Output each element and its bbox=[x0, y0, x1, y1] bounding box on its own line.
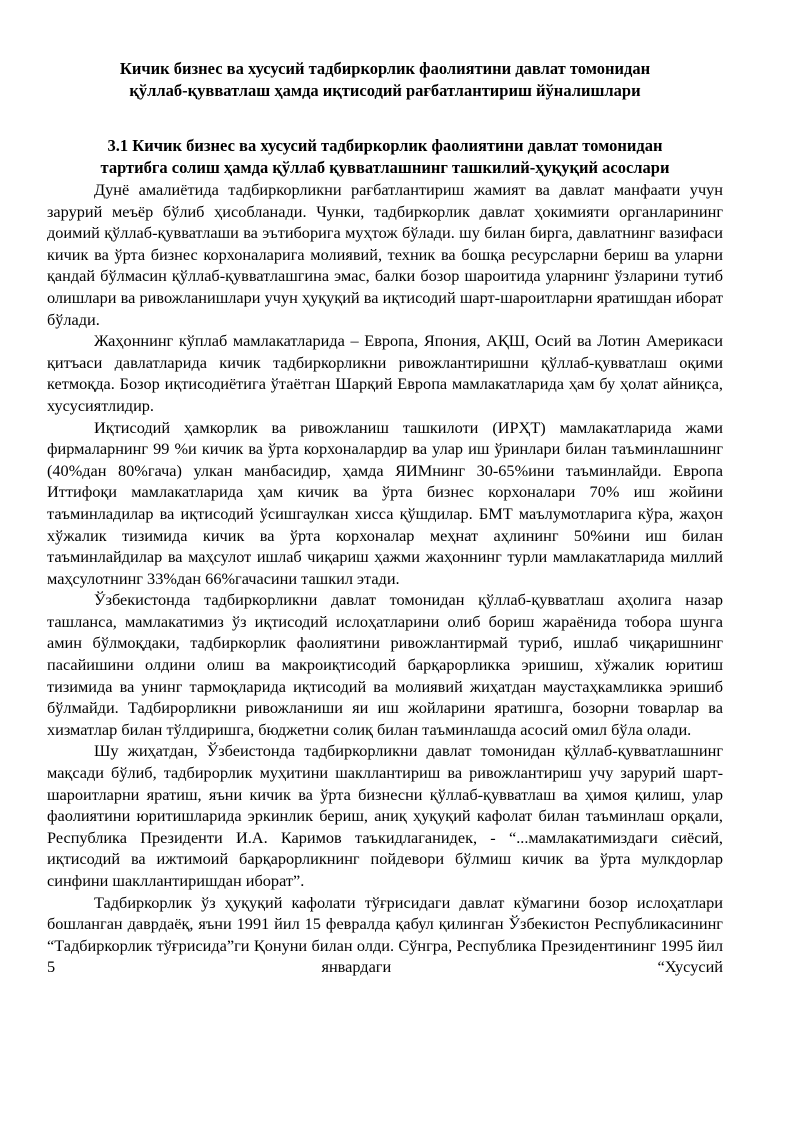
section-title-line-1: 3.1 Кичик бизнес ва хусусий тадбиркорлик фаолиятини давлат томонидан bbox=[107, 136, 663, 155]
main-title-line-2: қўллаб-қувватлаш ҳамда иқтисодий рағбатлантириш йўналишлари bbox=[129, 81, 641, 100]
paragraph-2: Жаҳоннинг кўплаб мамлакатларида – Европа, Япония, АҚШ, Осий ва Лотин Америкаси қитъаси давлатларида кичик тадбиркорликни ривожлантиришни қўллаб-қувватлаш оқими кетмоқда. Бозор иқтисодиётига ўтаётган Шарқий Европа мамлакатларида ҳам бу ҳолат айниқса, хусусиятлидир. bbox=[47, 331, 723, 415]
document-page bbox=[47, 58, 723, 978]
section-title-line-2: тартибга солиш ҳамда қўллаб қувватлашнинг ташкилий-ҳуқуқий асослари bbox=[100, 158, 670, 177]
paragraph-6: Тадбиркорлик ўз ҳуқуқий кафолати тўғрисидаги давлат кўмагини бозор ислоҳатлари бошланган даврдаёқ, яъни 1991 йил 15 февралда қабул қилинган Ўзбекистон Республикасининг “Тадбиркорлик тўғрисида”ги Қонуни билан олди. Сўнгра, Республика Президентининг 1995 йил 5 январдаги “Хусусий bbox=[47, 892, 723, 977]
paragraph-1: Дунё амалиётида тадбиркорликни рағбатлантириш жамият ва давлат манфаати учун зарурий меъёр бўлиб ҳисобланади. Чунки, тадбиркорлик давлат ҳокимияти органларининг доимий қўллаб-қувватлаши ва эътиборига муҳтож бўлади. шу билан бирга, давлатнинг вазифаси кичик ва ўрта бизнес корхоналарига молиявий, техник ва бошқа ресурсларни бериш ва уларни қандай бўлмасин қўллаб-қувватлашгина эмас, балки бозор шароитида уларнинг ўзларини тутиб олишлари ва ривожланишлари учун ҳуқуқий ва иқтисодий шарт-шароитларни яратишдан иборат бўлади. bbox=[47, 180, 723, 329]
section-title bbox=[47, 135, 723, 179]
paragraph-3: Иқтисодий ҳамкорлик ва ривожланиш ташкилоти (ИРҲТ) мамлакатларида жами фирмаларнинг 99 %и кичик ва ўрта корхоналардир ва улар иш ўринлари билан таъминлашнинг (40%дан 80%гача) улкан манбасидир, ҳамда ЯИМнинг 30-65%ини таъминлайди. Европа Иттифоқи мамлакатларида ҳам кичик ва ўрта бизнес корхонaлари 70% иш жойини таъминладилар ва иқтисодий ўсишгаулкан хисса қўшдилар. БМТ маълумотларига кўра, жаҳон хўжалик тизимида кичик ва ўрта корхоналар меҳнат аҳлининг 50%ини иш билан таъминлайдилар ва маҳсулот ишлаб чиқариш ҳажми жаҳоннинг турли мамлакатларида миллий маҳсулотнинг 33%дан 66%гачасини ташкил этади. bbox=[47, 417, 723, 588]
main-title bbox=[47, 58, 723, 102]
main-title-line-1: Кичик бизнес ва хусусий тадбиркорлик фаолиятини давлат томонидан bbox=[119, 59, 651, 78]
paragraph-4: Ўзбекистонда тадбиркорликни давлат томонидан қўллаб-қувватлаш аҳолига назар ташланса, мамлакатимиз ўз иқтисодий ислоҳатларини олиб бориш жараёнида тобора шунга амин бўлмоқдаки, тадбиркорлик фаолиятини ривожлантирмай туриб, ишлаб чиқаришнинг пасайишини олдини олиш ва макроиқтисодий барқарорликка эришиш, хўжалик юритиш тизимида ва унинг тармоқларида иқтисодий ва молиявий жиҳатдан маустаҳкамликка эришиб бўлмайди. Тадбирорликни ривожланиши яи иш жойларини яратишга, бозорни товарлар ва хизматлар билан тўлдиришга, бюджетни солиқ билан таъминлашда асосий омил бўла олади. bbox=[47, 590, 723, 739]
paragraph-5: Шу жиҳатдан, Ўзбеистонда тадбиркорликни давлат томонидан қўллаб-қувватлашнинг мақсади бўлиб, тадбирорлик муҳитини шакллантириш ва ривожлантириш учу зарурий шарт-шароитларни яратиш, яъни кичик ва ўрта бизнесни қўллаб-қувватлаш ва ҳимоя қилиш, улар фаолиятини юритишларида эркинлик бериш, аниқ ҳуқуқий кафолат билан таъминлаш орқали, Республика Президенти И.А. Каримов таъкидлаганидек, - “...мамлакатимиздаги сиёсий, иқтисодий ва ижтимоий барқарорликнинг пойдевори бўлмиш кичик ва ўрта мулкдорлар синфини шакллантиришдан иборат”. bbox=[47, 741, 723, 890]
